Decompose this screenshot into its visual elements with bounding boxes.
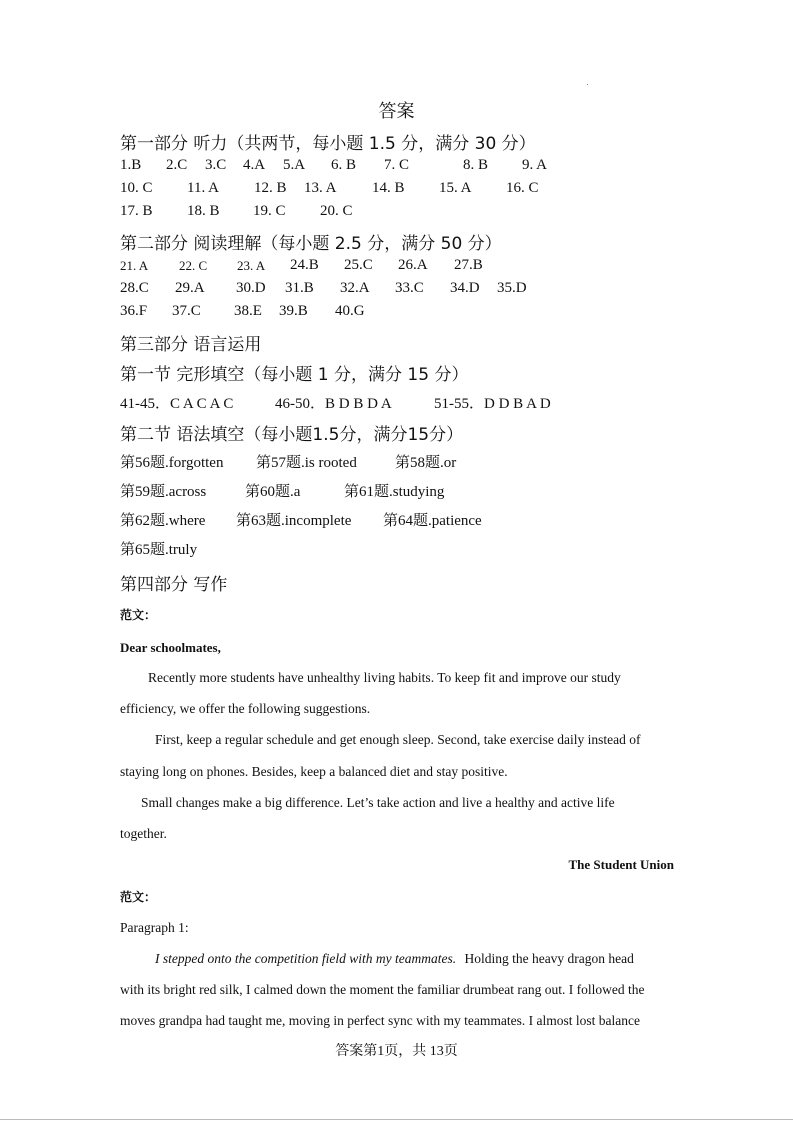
answer: 第60题.a	[245, 484, 301, 500]
answer: 27.B	[454, 257, 483, 273]
answer: 40.G	[335, 303, 365, 319]
stray-dot	[587, 84, 588, 85]
answer: 3.C	[205, 157, 227, 173]
answer: 2.C	[166, 157, 188, 173]
answer: 第58题.or	[395, 455, 457, 471]
answer: 30.D	[236, 280, 266, 296]
answer: 19. C	[253, 203, 286, 219]
answer: 28.C	[120, 280, 149, 296]
italic-start-sentence: I stepped onto the competition field with my teammates.	[155, 951, 457, 966]
answer: 25.C	[344, 257, 373, 273]
answer: 34.D	[450, 280, 480, 296]
answer: 6. B	[331, 157, 357, 173]
answer: 第65题.truly	[120, 542, 198, 558]
answer: 16. C	[506, 180, 539, 196]
essay1-line: efficiency, we offer the following suggestions.	[120, 701, 371, 716]
paragraph-label: Paragraph 1:	[120, 920, 189, 935]
essay1-line: together.	[120, 826, 167, 841]
answer: 第63题.incomplete	[236, 513, 352, 529]
answer: 13. A	[304, 180, 337, 196]
essay2-line	[155, 951, 634, 967]
answer: 46-50．B D B D A	[275, 396, 392, 412]
part3-section2-heading: 第二节 语法填空（每小题1.5分，满分15分）	[120, 425, 464, 445]
answer: 第61题.studying	[344, 484, 445, 500]
answer: 29.A	[175, 280, 205, 296]
page-bottom-border	[0, 1119, 793, 1120]
answer: 15. A	[439, 180, 472, 196]
answer: 38.E	[234, 303, 262, 319]
essay2-line: moves grandpa had taught me, moving in perfect sync with my teammates. I almost lost balance	[120, 1013, 640, 1028]
answer: 第59题.across	[120, 484, 207, 500]
answer: 11. A	[187, 180, 219, 196]
essay1-line: Small changes make a big difference. Let’s take action and live a healthy and active life	[141, 795, 615, 810]
essay2-line: with its bright red silk, I calmed down the moment the familiar drumbeat rang out. I followed the	[120, 982, 645, 997]
part3-section1-heading: 第一节 完形填空（每小题 1 分，满分 15 分）	[120, 365, 469, 385]
answer: 24.B	[290, 257, 319, 273]
part4-heading: 第四部分 写作	[120, 575, 228, 595]
answer: 23. A	[237, 258, 266, 273]
part1-heading: 第一部分 听力（共两节，每小题 1.5 分，满分 30 分）	[120, 134, 536, 154]
answer: 7. C	[384, 157, 410, 173]
answer: 39.B	[279, 303, 308, 319]
answer: 31.B	[285, 280, 314, 296]
answer: 33.C	[395, 280, 424, 296]
essay1-label: 范文：	[120, 608, 157, 622]
line-rest: Holding the heavy dragon head	[464, 951, 634, 966]
answer: 5.A	[283, 157, 306, 173]
answer: 51-55．D D B A D	[434, 396, 551, 412]
answer: 14. B	[372, 180, 405, 196]
answer: 22. C	[179, 258, 208, 273]
essay1-line: First, keep a regular schedule and get enough sleep. Second, take exercise daily instead of	[155, 732, 641, 747]
answer: 第57题.is rooted	[256, 455, 357, 471]
answer: 12. B	[254, 180, 287, 196]
answer: 26.A	[398, 257, 428, 273]
essay1-signature: The Student Union	[568, 857, 674, 872]
essay1-line: Recently more students have unhealthy living habits. To keep fit and improve our study	[148, 670, 621, 685]
answer: 第64题.patience	[383, 513, 482, 529]
essay1-line: staying long on phones. Besides, keep a balanced diet and stay positive.	[120, 764, 508, 779]
answer: 8. B	[463, 157, 489, 173]
answer: 32.A	[340, 280, 370, 296]
answer: 36.F	[120, 303, 148, 319]
answer: 37.C	[172, 303, 201, 319]
answer: 17. B	[120, 203, 153, 219]
essay2-label: 范文：	[120, 890, 157, 904]
answer: 35.D	[497, 280, 527, 296]
answer: 9. A	[522, 157, 548, 173]
answer: 1.B	[120, 157, 142, 173]
answer: 18. B	[187, 203, 220, 219]
answer: 4.A	[243, 157, 266, 173]
page-footer: 答案第1页，共 13页	[335, 1044, 458, 1059]
answer: 20. C	[320, 203, 353, 219]
answer: 41-45．C A C A C	[120, 396, 234, 412]
part2-heading: 第二部分 阅读理解（每小题 2.5 分，满分 50 分）	[120, 234, 502, 254]
answer: 第62题.where	[120, 513, 206, 529]
answer: 21. A	[120, 258, 149, 273]
answer: 10. C	[120, 180, 153, 196]
essay1-greeting: Dear schoolmates,	[120, 640, 221, 655]
page-title: 答案	[378, 101, 415, 122]
part3-heading: 第三部分 语言运用	[120, 335, 262, 355]
answer: 第56题.forgotten	[120, 455, 224, 471]
